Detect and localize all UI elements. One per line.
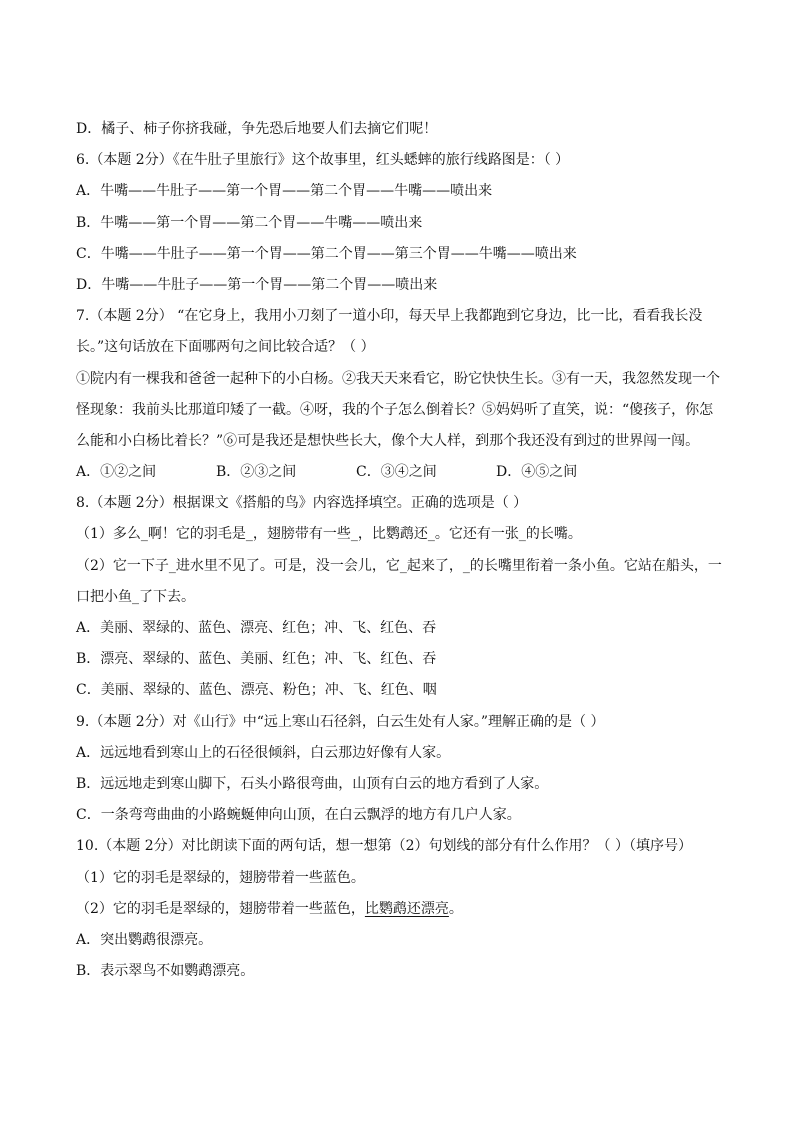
q8-blank-2-line2: 口把小鱼_了下去。	[76, 588, 195, 605]
q7-stem-line1: 7.（本题 2分） “在它身上，我用小刀刻了一道小印，每天早上我都跑到它身边，比一比，看看我长没	[76, 308, 703, 325]
q9-stem: 9.（本题 2分）对《山行》中“远上寒山石径斜，白云生处有人家。”理解正确的是（ ）	[76, 713, 605, 730]
q6-option-d: D．牛嘴——牛肚子——第一个胃——第二个胃——喷出来	[76, 276, 438, 293]
q10-option-b: B．表示翠鸟不如鹦鹉漂亮。	[76, 963, 255, 980]
q5-option-d: D．橘子、柿子你挤我碰，争先恐后地要人们去摘它们呢！	[76, 121, 438, 137]
q7-options	[76, 457, 724, 488]
q6-stem: 6.（本题 2分）《在牛肚子里旅行》这个故事里，红头蟋蟀的旅行线路图是：（ ）	[76, 152, 570, 169]
q10-underlined-phrase: 比鹦鹉还漂亮	[364, 900, 449, 917]
q9-option-a: A．远远地看到寒山上的石径很倾斜，白云那边好像有人家。	[76, 744, 451, 761]
q7-option-c: C．③④之间	[356, 464, 437, 481]
q9-option-c: C．一条弯弯曲曲的小路蜿蜒伸向山顶，在白云飘浮的地方有几户人家。	[76, 807, 521, 824]
q10-sentence-2-prefix: （2）它的羽毛是翠绿的，翅膀带着一些蓝色，	[76, 900, 365, 917]
q10-sentence-1: （1）它的羽毛是翠绿的，翅膀带着一些蓝色。	[76, 869, 365, 886]
q7-passage-line3: 么能和小白杨比着长？”⑥可是我还是想快些长大，像个大人样，到那个我还没有到过的世界闯一闯。	[76, 432, 700, 449]
exam-page	[76, 114, 724, 987]
q7-stem-line2: 长。”这句话放在下面哪两句之间比较合适？（ ）	[76, 339, 375, 356]
q7-option-b: B．②③之间	[216, 464, 297, 481]
q6-option-b: B．牛嘴——第一个胃——第二个胃——牛嘴——喷出来	[76, 214, 423, 231]
q6-option-c: C．牛嘴——牛肚子——第一个胃——第二个胃——第三个胃——牛嘴——喷出来	[76, 245, 577, 262]
q8-blank-1: （1）多么_啊！它的羽毛是_，翅膀带有一些_，比鹦鹉还_。它还有一张_的长嘴。	[76, 526, 582, 543]
q9-option-b: B．远远地走到寒山脚下，石头小路很弯曲，山顶有白云的地方看到了人家。	[76, 775, 549, 792]
q7-option-a: A．①②之间	[76, 464, 157, 481]
q6-option-a: A．牛嘴——牛肚子——第一个胃——第二个胃——牛嘴——喷出来	[76, 183, 493, 200]
q7-passage-line2: 怪现象：我前头比那道印矮了一截。④呀，我的个子怎么倒着长？⑤妈妈听了直笑，说：“傻孩子，你怎	[76, 401, 714, 418]
q7-passage-line1: ①院内有一棵我和爸爸一起种下的小白杨。②我天天来看它，盼它快快生长。③有一天，我忽然发现一个	[76, 370, 720, 387]
q8-option-b: B．漂亮、翠绿的、蓝色、美丽、红色；冲、飞、红色、吞	[76, 651, 437, 668]
q8-option-c: C．美丽、翠绿的、蓝色、漂亮、粉色；冲、飞、红色、咽	[76, 682, 437, 699]
q10-sentence-2-suffix: 。	[448, 900, 463, 917]
q8-stem: 8.（本题 2分）根据课文《搭船的鸟》内容选择填空。正确的选项是（ ）	[76, 495, 528, 512]
q8-option-a: A．美丽、翠绿的、蓝色、漂亮、红色；冲、飞、红色、吞	[76, 620, 437, 636]
q8-blank-2-line1: （2）它一下子_进水里不见了。可是，没一会儿，它_起来了，_的长嘴里衔着一条小鱼。它站在船头，一	[76, 557, 722, 574]
q7-option-d: D．④⑤之间	[496, 464, 578, 481]
q10-sentence-2	[76, 894, 724, 925]
q10-stem: 10.（本题 2分）对比朗读下面的两句话，想一想第（2）句划线的部分有什么作用？（ ）（填序号）	[76, 838, 692, 855]
q10-option-a: A．突出鹦鹉很漂亮。	[76, 931, 213, 948]
